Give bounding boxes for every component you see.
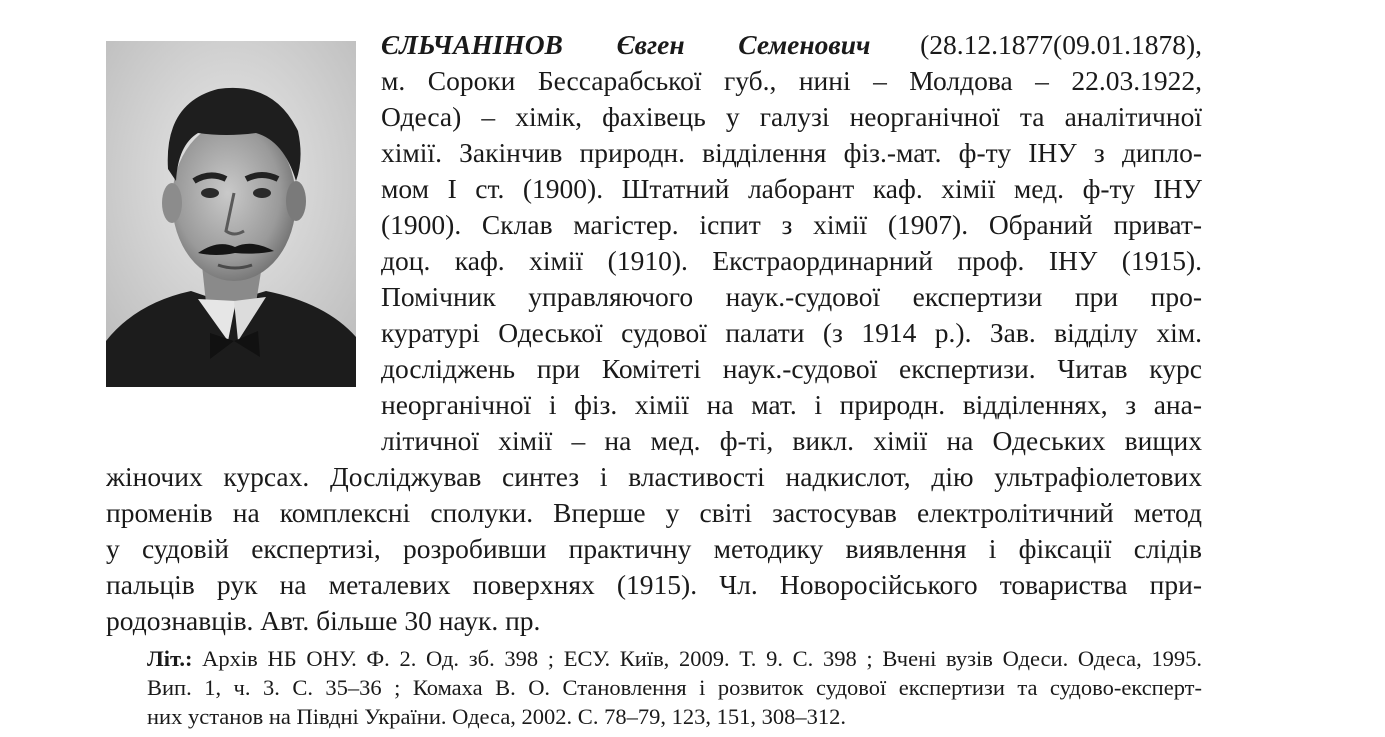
article-line: у судовій експертизі, розробивши практичну методику виявлення і фіксації слідів: [106, 533, 1202, 564]
article-line: доц. каф. хімії (1910). Екстраординарний проф. ІНУ (1915).: [381, 245, 1202, 276]
literature-line: Вип. 1, ч. 3. С. 35–36 ; Комаха В. О. Становлення і розвиток судової експертизи та судово-експерт-: [147, 675, 1202, 700]
article-headword: ЄЛЬЧАНІНОВ Євген Семенович: [381, 29, 871, 60]
article-line: досліджень при Комітеті наук.-судової експертизи. Читав курс: [381, 353, 1202, 384]
article-line-text: (28.12.1877(09.01.1878),: [870, 29, 1202, 60]
article-line: м. Сороки Бессарабської губ., нині – Молдова – 22.03.1922,: [381, 65, 1202, 96]
article-line: жіночих курсах. Досліджував синтез і властивості надкислот, дію ультрафіолетових: [106, 461, 1202, 492]
literature-line: них установ на Півдні України. Одеса, 2002. С. 78–79, 123, 151, 308–312.: [147, 704, 846, 729]
article-line: (1900). Склав магістер. іспит з хімії (1907). Обраний приват-: [381, 209, 1202, 240]
article-line: літичної хімії – на мед. ф-ті, викл. хімії на Одеських вищих: [381, 425, 1202, 456]
literature-label: Літ.:: [147, 646, 193, 671]
portrait-photo: [106, 41, 356, 387]
article-line: [381, 28, 1202, 62]
article-line: неорганічної і фіз. хімії на мат. і природн. відділеннях, з ана-: [381, 389, 1202, 420]
article-line: Одеса) – хімік, фахівець у галузі неорганічної та аналітичної: [381, 101, 1202, 132]
literature-line: [147, 644, 1202, 673]
literature-line-text: Архів НБ ОНУ. Ф. 2. Од. зб. 398 ; ЕСУ. Київ, 2009. Т. 9. С. 398 ; Вчені вузів Одеси. Одеса, 1995.: [192, 646, 1202, 671]
article-line: хімії. Закінчив природн. відділення фіз.-мат. ф-ту ІНУ з дипло-: [381, 137, 1202, 168]
article-line: променів на комплексні сполуки. Вперше у світі застосував електролітичний метод: [106, 497, 1202, 528]
article-line: родознавців. Авт. більше 30 наук. пр.: [106, 605, 541, 636]
article-line: пальців рук на металевих поверхнях (1915). Чл. Новоросійського товариства при-: [106, 569, 1202, 600]
article-line: куратурі Одеської судової палати (з 1914 р.). Зав. відділу хім.: [381, 317, 1202, 348]
article-line: мом І ст. (1900). Штатний лаборант каф. хімії мед. ф-ту ІНУ: [381, 173, 1202, 204]
article-line: Помічник управляючого наук.-судової експертизи при про-: [381, 281, 1202, 312]
